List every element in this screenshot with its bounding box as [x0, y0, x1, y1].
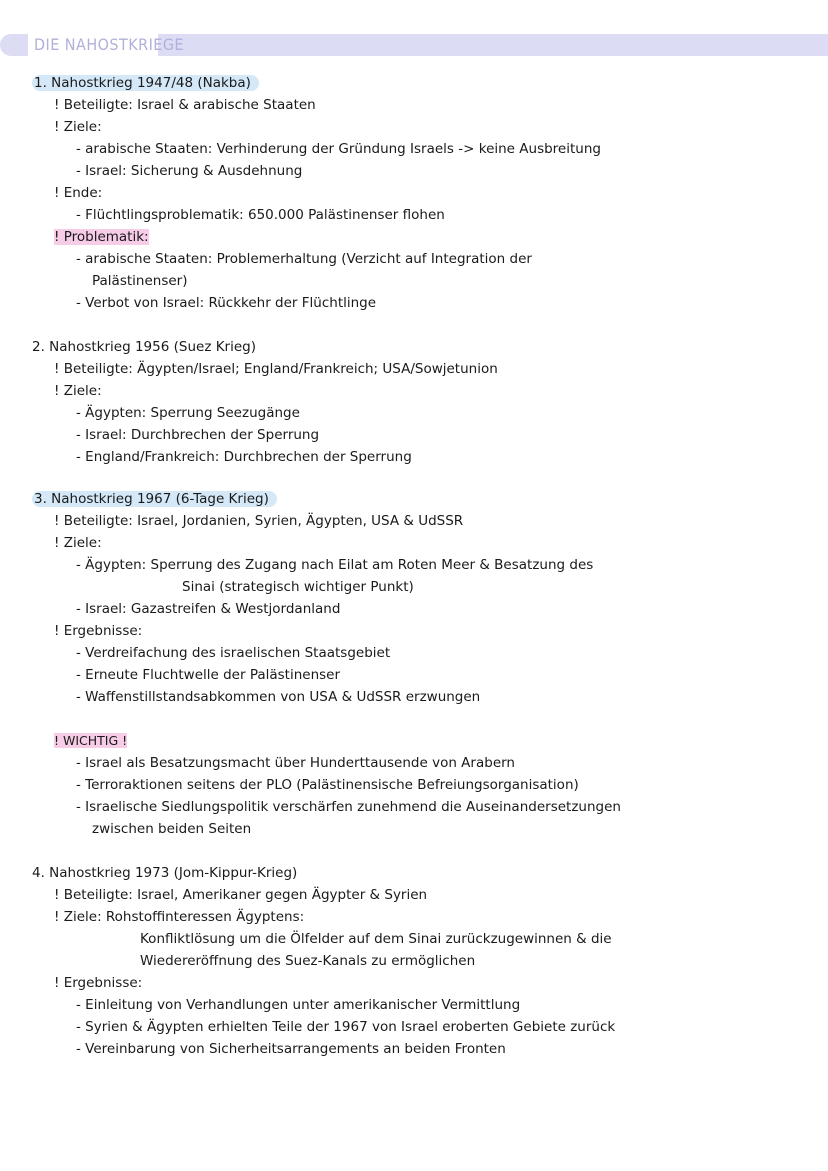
page-title: DIE NAHOSTKRIEGE — [34, 35, 184, 54]
section-4-line: Wiedereröffnung des Suez-Kanals zu ermöglichen — [140, 953, 476, 969]
section-3-line: - Waffenstillstandsabkommen von USA & UdSSR erzwungen — [76, 689, 481, 705]
section-3-line: ! Ergebnisse: — [54, 623, 143, 639]
section-3-line: - Israel: Gazastreifen & Westjordanland — [76, 601, 341, 617]
section-1-line: ! Ziele: — [54, 119, 102, 135]
section-1-line: ! Beteiligte: Israel & arabische Staaten — [54, 97, 316, 113]
section-heading-1: 1. Nahostkrieg 1947/48 (Nakba) — [32, 72, 259, 94]
section-1-line: - arabische Staaten: Problemerhaltung (Verzicht auf Integration der — [76, 251, 532, 267]
important-line: - Israelische Siedlungspolitik verschärfen zunehmend die Auseinandersetzungen — [76, 799, 621, 815]
section-4-line: ! Beteiligte: Israel, Amerikaner gegen Ägypter & Syrien — [54, 887, 428, 903]
section-2-line: ! Ziele: — [54, 383, 102, 399]
section-3-line: ! Beteiligte: Israel, Jordanien, Syrien, Ägypten, USA & UdSSR — [54, 513, 464, 529]
section-heading-2: 2. Nahostkrieg 1956 (Suez Krieg) — [32, 339, 256, 355]
important-label: ! WICHTIG ! — [54, 733, 128, 748]
section-1-line: Palästinenser) — [92, 273, 188, 289]
section-2-line: - Ägypten: Sperrung Seezugänge — [76, 405, 300, 421]
section-4-line: - Vereinbarung von Sicherheitsarrangements an beiden Fronten — [76, 1041, 506, 1057]
section-4-line: ! Ziele: Rohstoffinteressen Ägyptens: — [54, 909, 305, 925]
section-3-line: ! Ziele: — [54, 535, 102, 551]
section-1-line: ! Ende: — [54, 185, 103, 201]
section-2-line: ! Beteiligte: Ägypten/Israel; England/Frankreich; USA/Sowjetunion — [54, 361, 498, 377]
section-3-line: - Ägypten: Sperrung des Zugang nach Eilat am Roten Meer & Besatzung des — [76, 557, 594, 573]
section-4-line: ! Ergebnisse: — [54, 975, 143, 991]
section-1-line: - Israel: Sicherung & Ausdehnung — [76, 163, 303, 179]
section-2-line: - Israel: Durchbrechen der Sperrung — [76, 427, 320, 443]
important-line: - Israel als Besatzungsmacht über Hunderttausende von Arabern — [76, 755, 515, 771]
section-heading-4: 4. Nahostkrieg 1973 (Jom-Kippur-Krieg) — [32, 865, 298, 881]
section-1-line: - Flüchtlingsproblematik: 650.000 Palästinenser flohen — [76, 207, 445, 223]
section-4-line: Konfliktlösung um die Ölfelder auf dem Sinai zurückzugewinnen & die — [140, 931, 612, 947]
important-line: zwischen beiden Seiten — [92, 821, 252, 837]
important-line: - Terroraktionen seitens der PLO (Palästinensische Befreiungsorganisation) — [76, 777, 579, 793]
section-3-line: - Erneute Fluchtwelle der Palästinenser — [76, 667, 341, 683]
section-3-line: Sinai (strategisch wichtiger Punkt) — [182, 579, 414, 595]
section-3-line: - Verdreifachung des israelischen Staatsgebiet — [76, 645, 391, 661]
section-1-line: - arabische Staaten: Verhinderung der Gründung Israels -> keine Ausbreitung — [76, 141, 601, 157]
section-4-line: - Einleitung von Verhandlungen unter amerikanischer Vermittlung — [76, 997, 521, 1013]
section-1-problem-label: ! Problematik: — [54, 229, 149, 245]
section-heading-3: 3. Nahostkrieg 1967 (6-Tage Krieg) — [32, 488, 277, 510]
section-2-line: - England/Frankreich: Durchbrechen der Sperrung — [76, 449, 412, 465]
section-1-line: - Verbot von Israel: Rückkehr der Flüchtlinge — [76, 295, 377, 311]
section-4-line: - Syrien & Ägypten erhielten Teile der 1967 von Israel eroberten Gebiete zurück — [76, 1019, 616, 1035]
